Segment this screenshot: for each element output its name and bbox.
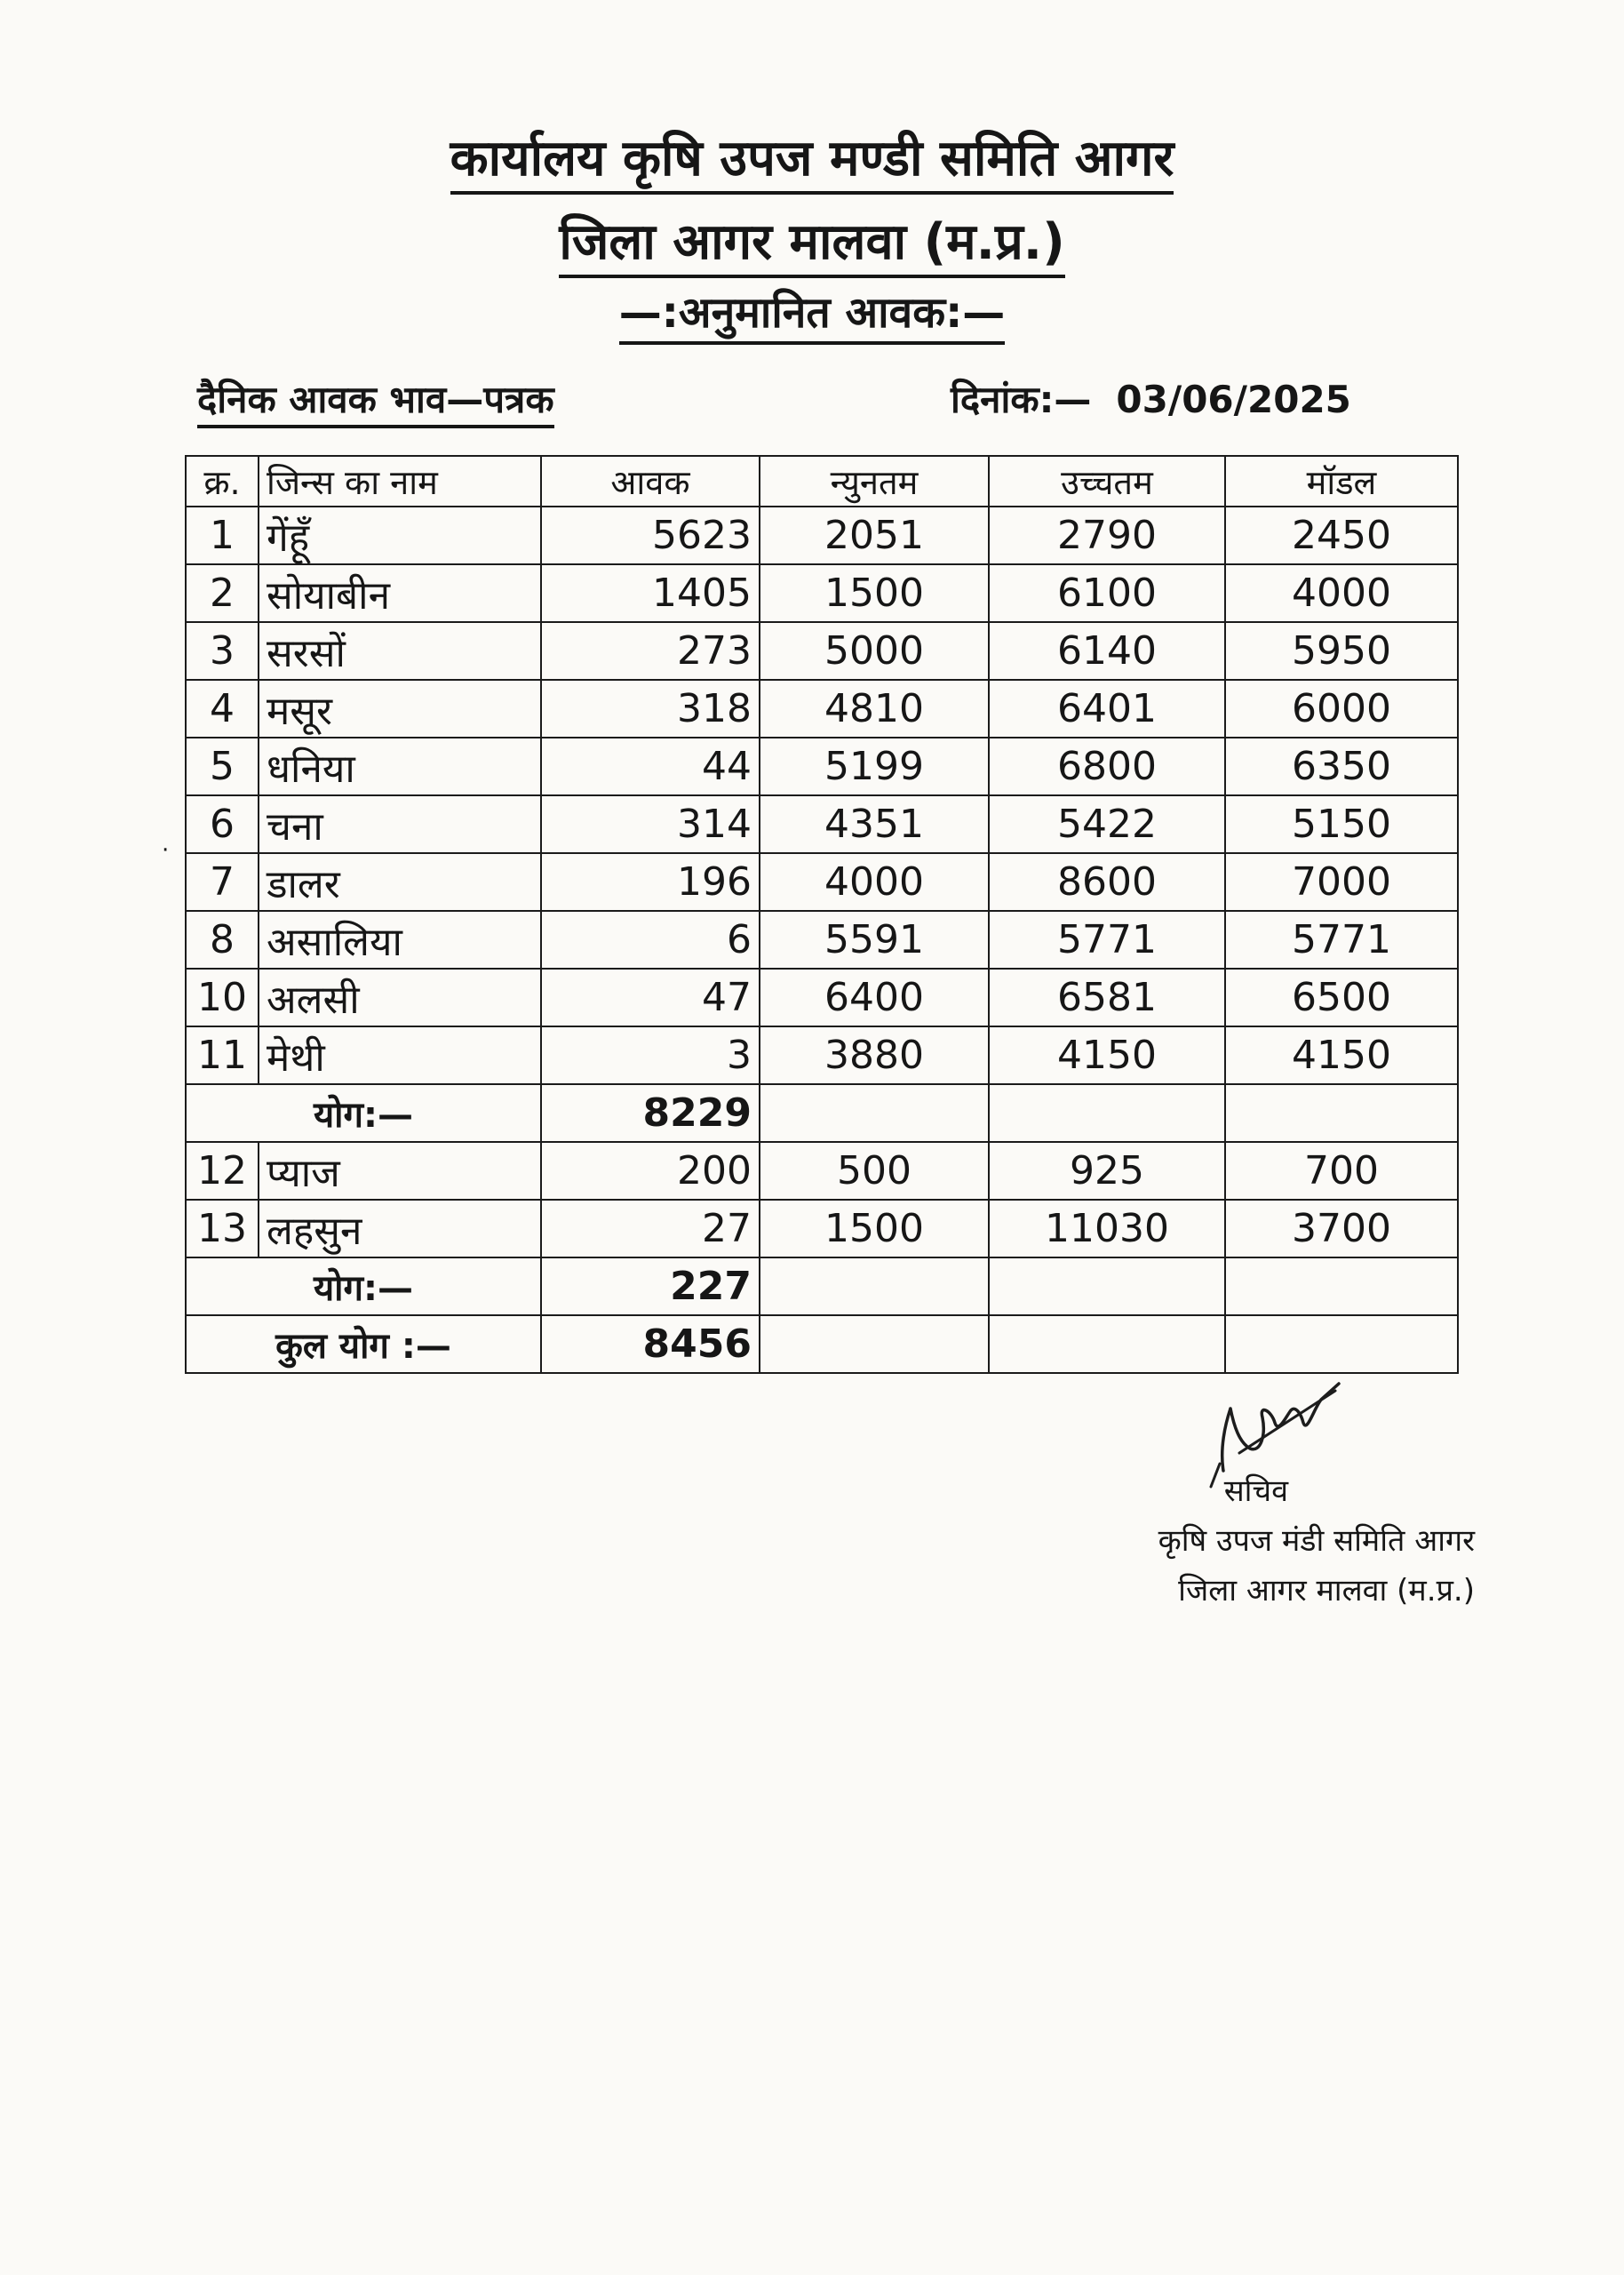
cell-arrival: 44 (541, 738, 760, 795)
cell-name: डालर (259, 853, 541, 911)
cell-model: 2450 (1225, 507, 1458, 564)
cell-name: सोयाबीन (259, 564, 541, 622)
empty-cell (989, 1315, 1225, 1373)
cell-name: मसूर (259, 680, 541, 738)
report-name: दैनिक आवक भाव—पत्रक (197, 373, 554, 424)
empty-cell (1225, 1257, 1458, 1315)
cell-name: मेथी (259, 1026, 541, 1084)
cell-min: 5591 (760, 911, 989, 969)
report-date (951, 373, 1351, 424)
cell-sr: 11 (186, 1026, 259, 1084)
cell-model: 7000 (1225, 853, 1458, 911)
cell-max: 6401 (989, 680, 1225, 738)
subtotal-row (186, 1084, 1458, 1142)
empty-cell (989, 1257, 1225, 1315)
cell-sr: 12 (186, 1142, 259, 1200)
cell-name: चना (259, 795, 541, 853)
empty-cell (989, 1084, 1225, 1142)
arrival-price-table (185, 455, 1459, 1374)
cell-model: 6350 (1225, 738, 1458, 795)
cell-arrival: 3 (541, 1026, 760, 1084)
table-row (186, 1026, 1458, 1084)
cell-model: 5150 (1225, 795, 1458, 853)
cell-max: 925 (989, 1142, 1225, 1200)
cell-sr: 3 (186, 622, 259, 680)
signatory-org: कृषि उपज मंडी समिति आगर (1158, 1523, 1475, 1559)
header-sr: क्र. (186, 456, 259, 507)
cell-sr: 10 (186, 969, 259, 1026)
subtotal-label: योग:— (186, 1084, 541, 1142)
empty-cell (1225, 1084, 1458, 1142)
cell-arrival: 1405 (541, 564, 760, 622)
cell-name: धनिया (259, 738, 541, 795)
cell-sr: 8 (186, 911, 259, 969)
table-row (186, 680, 1458, 738)
cell-arrival: 5623 (541, 507, 760, 564)
cell-name: प्याज (259, 1142, 541, 1200)
cell-max: 5422 (989, 795, 1225, 853)
date-value: 03/06/2025 (1116, 378, 1351, 421)
empty-cell (760, 1257, 989, 1315)
cell-min: 3880 (760, 1026, 989, 1084)
district-title: जिला आगर मालवा (म.प्र.) (0, 206, 1624, 274)
cell-model: 6500 (1225, 969, 1458, 1026)
table-row (186, 969, 1458, 1026)
date-label: दिनांक:— (951, 378, 1092, 421)
cell-min: 4351 (760, 795, 989, 853)
cell-arrival: 27 (541, 1200, 760, 1257)
header-name: जिन्स का नाम (259, 456, 541, 507)
cell-max: 8600 (989, 853, 1225, 911)
cell-max: 2790 (989, 507, 1225, 564)
cell-model: 700 (1225, 1142, 1458, 1200)
header-model: मॉडल (1225, 456, 1458, 507)
table-row (186, 853, 1458, 911)
cell-min: 1500 (760, 1200, 989, 1257)
cell-model: 4150 (1225, 1026, 1458, 1084)
header-arrival: आवक (541, 456, 760, 507)
office-title: कार्यालय कृषि उपज मण्डी समिति आगर (0, 123, 1624, 190)
cell-sr: 6 (186, 795, 259, 853)
cell-min: 4810 (760, 680, 989, 738)
cell-min: 4000 (760, 853, 989, 911)
cell-arrival: 273 (541, 622, 760, 680)
stray-mark: · (162, 837, 170, 864)
subtotal-value: 8229 (541, 1084, 760, 1142)
table-row (186, 622, 1458, 680)
grand-total-value: 8456 (541, 1315, 760, 1373)
cell-sr: 1 (186, 507, 259, 564)
table-row (186, 564, 1458, 622)
cell-name: सरसों (259, 622, 541, 680)
table-row (186, 738, 1458, 795)
cell-max: 6140 (989, 622, 1225, 680)
cell-arrival: 314 (541, 795, 760, 853)
cell-arrival: 318 (541, 680, 760, 738)
cell-arrival: 47 (541, 969, 760, 1026)
cell-min: 5199 (760, 738, 989, 795)
header-max: उच्चतम (989, 456, 1225, 507)
cell-max: 6581 (989, 969, 1225, 1026)
cell-arrival: 196 (541, 853, 760, 911)
empty-cell (760, 1084, 989, 1142)
table-row (186, 911, 1458, 969)
cell-name: असालिया (259, 911, 541, 969)
table-row (186, 795, 1458, 853)
cell-model: 5950 (1225, 622, 1458, 680)
cell-min: 1500 (760, 564, 989, 622)
cell-sr: 4 (186, 680, 259, 738)
subtotal-row (186, 1257, 1458, 1315)
cell-sr: 13 (186, 1200, 259, 1257)
cell-model: 4000 (1225, 564, 1458, 622)
cell-max: 4150 (989, 1026, 1225, 1084)
cell-max: 5771 (989, 911, 1225, 969)
cell-name: लहसुन (259, 1200, 541, 1257)
cell-max: 6800 (989, 738, 1225, 795)
cell-arrival: 200 (541, 1142, 760, 1200)
signatory-block (1048, 1466, 1475, 1616)
cell-min: 5000 (760, 622, 989, 680)
cell-model: 6000 (1225, 680, 1458, 738)
cell-min: 2051 (760, 507, 989, 564)
report-subtitle: —:अनुमानित आवक:— (0, 283, 1624, 340)
cell-sr: 7 (186, 853, 259, 911)
signatory-designation: सचिव (1223, 1473, 1288, 1509)
cell-sr: 2 (186, 564, 259, 622)
table-row (186, 507, 1458, 564)
signatory-district: जिला आगर मालवा (म.प्र.) (1178, 1573, 1475, 1608)
cell-model: 3700 (1225, 1200, 1458, 1257)
cell-max: 6100 (989, 564, 1225, 622)
subtotal-label: योग:— (186, 1257, 541, 1315)
header-min: न्युनतम (760, 456, 989, 507)
cell-name: गेंहूँ (259, 507, 541, 564)
empty-cell (760, 1315, 989, 1373)
cell-min: 6400 (760, 969, 989, 1026)
cell-min: 500 (760, 1142, 989, 1200)
table-row (186, 1142, 1458, 1200)
cell-name: अलसी (259, 969, 541, 1026)
subtotal-value: 227 (541, 1257, 760, 1315)
grand-total-label: कुल योग :— (186, 1315, 541, 1373)
cell-model: 5771 (1225, 911, 1458, 969)
cell-max: 11030 (989, 1200, 1225, 1257)
table-row (186, 1200, 1458, 1257)
cell-arrival: 6 (541, 911, 760, 969)
cell-sr: 5 (186, 738, 259, 795)
table-header-row (186, 456, 1458, 507)
